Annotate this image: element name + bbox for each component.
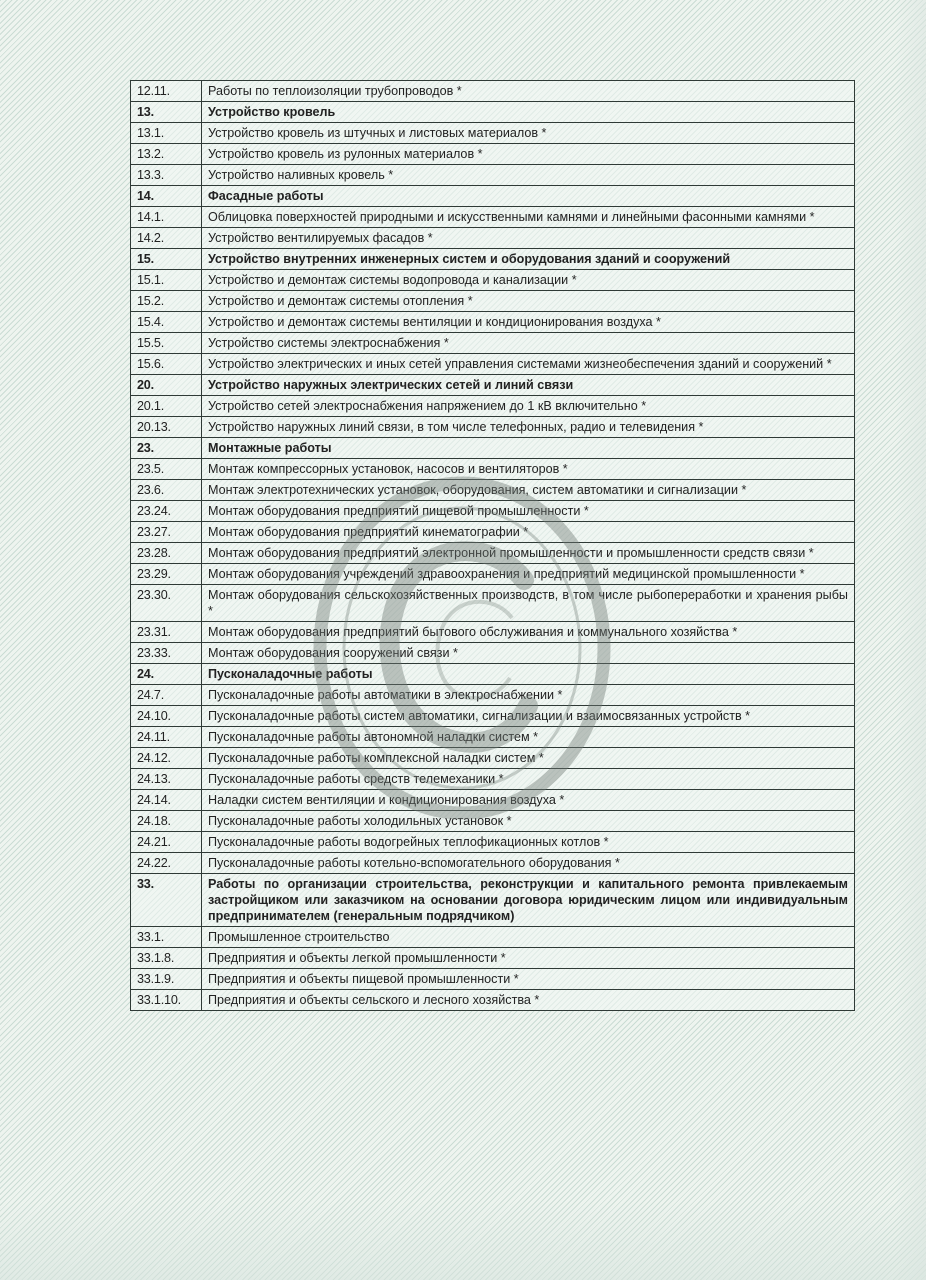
row-description: Предприятия и объекты легкой промышленности * [202, 948, 855, 969]
row-description: Работы по организации строительства, реконструкции и капитального ремонта привлекаемым застройщиком или заказчиком на основании договора юридическим лицом или индивидуальным предпринимателем (генеральным подрядчиком) [202, 874, 855, 927]
item-row [131, 291, 855, 312]
item-row [131, 228, 855, 249]
item-row [131, 165, 855, 186]
row-description: Монтаж оборудования предприятий пищевой промышленности * [202, 501, 855, 522]
item-row [131, 685, 855, 706]
row-code: 15.6. [131, 354, 202, 375]
row-description: Устройство наружных линий связи, в том числе телефонных, радио и телевидения * [202, 417, 855, 438]
row-code: 24.18. [131, 811, 202, 832]
row-description: Промышленное строительство [202, 927, 855, 948]
page-bottom-shadow [0, 1200, 926, 1280]
row-code: 24.21. [131, 832, 202, 853]
row-description: Облицовка поверхностей природными и искусственными камнями и линейными фасонными камнями * [202, 207, 855, 228]
row-code: 33.1.9. [131, 969, 202, 990]
row-description: Устройство кровель [202, 102, 855, 123]
row-description: Предприятия и объекты пищевой промышленности * [202, 969, 855, 990]
item-row [131, 333, 855, 354]
row-code: 12.11. [131, 81, 202, 102]
item-row [131, 969, 855, 990]
item-row [131, 144, 855, 165]
row-description: Устройство и демонтаж системы водопровода и канализации * [202, 270, 855, 291]
item-row [131, 948, 855, 969]
row-code: 23.31. [131, 622, 202, 643]
row-code: 33.1.8. [131, 948, 202, 969]
page-edge-shadow [894, 0, 926, 1280]
row-description: Пусконаладочные работы средств телемеханики * [202, 769, 855, 790]
row-code: 23.28. [131, 543, 202, 564]
item-row [131, 270, 855, 291]
row-description: Пусконаладочные работы [202, 664, 855, 685]
row-code: 24.13. [131, 769, 202, 790]
row-code: 33.1.10. [131, 990, 202, 1011]
row-description: Монтажные работы [202, 438, 855, 459]
item-row [131, 501, 855, 522]
section-row [131, 874, 855, 927]
row-description: Предприятия и объекты сельского и лесного хозяйства * [202, 990, 855, 1011]
item-row [131, 706, 855, 727]
row-code: 14. [131, 186, 202, 207]
item-row [131, 990, 855, 1011]
row-code: 24.11. [131, 727, 202, 748]
row-code: 15.4. [131, 312, 202, 333]
item-row [131, 769, 855, 790]
item-row [131, 727, 855, 748]
row-description: Монтаж компрессорных установок, насосов и вентиляторов * [202, 459, 855, 480]
row-code: 24.7. [131, 685, 202, 706]
row-code: 20.1. [131, 396, 202, 417]
row-code: 14.2. [131, 228, 202, 249]
row-description: Монтаж электротехнических установок, оборудования, систем автоматики и сигнализации * [202, 480, 855, 501]
section-row [131, 664, 855, 685]
row-description: Устройство системы электроснабжения * [202, 333, 855, 354]
item-row [131, 564, 855, 585]
item-row [131, 312, 855, 333]
item-row [131, 543, 855, 564]
row-code: 13.2. [131, 144, 202, 165]
row-code: 14.1. [131, 207, 202, 228]
row-description: Фасадные работы [202, 186, 855, 207]
section-row [131, 438, 855, 459]
row-description: Пусконаладочные работы комплексной наладки систем * [202, 748, 855, 769]
row-code: 15.2. [131, 291, 202, 312]
row-code: 33. [131, 874, 202, 927]
item-row [131, 748, 855, 769]
section-row [131, 375, 855, 396]
section-row [131, 102, 855, 123]
section-row [131, 249, 855, 270]
row-code: 33.1. [131, 927, 202, 948]
row-description: Устройство наливных кровель * [202, 165, 855, 186]
row-description: Устройство и демонтаж системы отопления * [202, 291, 855, 312]
row-code: 24.22. [131, 853, 202, 874]
work-types-table-body [131, 81, 855, 1011]
item-row [131, 522, 855, 543]
item-row [131, 790, 855, 811]
item-row [131, 396, 855, 417]
row-description: Монтаж оборудования учреждений здравоохранения и предприятий медицинской промышленности * [202, 564, 855, 585]
item-row [131, 123, 855, 144]
item-row [131, 811, 855, 832]
row-description: Устройство наружных электрических сетей и линий связи [202, 375, 855, 396]
row-description: Монтаж оборудования предприятий электронной промышленности и промышленности средств связи * [202, 543, 855, 564]
row-code: 15.5. [131, 333, 202, 354]
row-code: 23.29. [131, 564, 202, 585]
row-description: Монтаж оборудования сельскохозяйственных производств, в том числе рыбопереработки и хранения рыбы * [202, 585, 855, 622]
row-description: Пусконаладочные работы автономной наладки систем * [202, 727, 855, 748]
row-description: Монтаж оборудования сооружений связи * [202, 643, 855, 664]
row-code: 15. [131, 249, 202, 270]
row-code: 20.13. [131, 417, 202, 438]
row-code: 13.1. [131, 123, 202, 144]
item-row [131, 643, 855, 664]
row-description: Наладки систем вентиляции и кондиционирования воздуха * [202, 790, 855, 811]
row-description: Пусконаладочные работы холодильных установок * [202, 811, 855, 832]
row-code: 23.33. [131, 643, 202, 664]
item-row [131, 853, 855, 874]
row-code: 24.14. [131, 790, 202, 811]
item-row [131, 622, 855, 643]
item-row [131, 927, 855, 948]
row-description: Устройство кровель из штучных и листовых материалов * [202, 123, 855, 144]
item-row [131, 480, 855, 501]
row-description: Устройство кровель из рулонных материалов * [202, 144, 855, 165]
work-types-table [130, 80, 855, 1011]
row-description: Пусконаладочные работы водогрейных теплофикационных котлов * [202, 832, 855, 853]
item-row [131, 354, 855, 375]
row-code: 20. [131, 375, 202, 396]
item-row [131, 417, 855, 438]
row-code: 23.24. [131, 501, 202, 522]
row-description: Работы по теплоизоляции трубопроводов * [202, 81, 855, 102]
item-row [131, 585, 855, 622]
row-description: Пусконаладочные работы котельно-вспомогательного оборудования * [202, 853, 855, 874]
row-code: 13. [131, 102, 202, 123]
row-code: 23. [131, 438, 202, 459]
row-description: Устройство сетей электроснабжения напряжением до 1 кВ включительно * [202, 396, 855, 417]
row-code: 24.10. [131, 706, 202, 727]
row-code: 24.12. [131, 748, 202, 769]
row-description: Устройство вентилируемых фасадов * [202, 228, 855, 249]
row-description: Пусконаладочные работы автоматики в электроснабжении * [202, 685, 855, 706]
row-description: Устройство внутренних инженерных систем и оборудования зданий и сооружений [202, 249, 855, 270]
item-row [131, 832, 855, 853]
row-code: 23.27. [131, 522, 202, 543]
row-code: 23.30. [131, 585, 202, 622]
row-code: 13.3. [131, 165, 202, 186]
row-description: Пусконаладочные работы систем автоматики, сигнализации и взаимосвязанных устройств * [202, 706, 855, 727]
row-code: 23.5. [131, 459, 202, 480]
row-description: Устройство электрических и иных сетей управления системами жизнеобеспечения зданий и сооружений * [202, 354, 855, 375]
item-row [131, 207, 855, 228]
row-code: 15.1. [131, 270, 202, 291]
row-description: Монтаж оборудования предприятий кинематографии * [202, 522, 855, 543]
row-description: Устройство и демонтаж системы вентиляции и кондиционирования воздуха * [202, 312, 855, 333]
section-row [131, 186, 855, 207]
row-code: 23.6. [131, 480, 202, 501]
item-row [131, 459, 855, 480]
row-description: Монтаж оборудования предприятий бытового обслуживания и коммунального хозяйства * [202, 622, 855, 643]
row-code: 24. [131, 664, 202, 685]
item-row [131, 81, 855, 102]
